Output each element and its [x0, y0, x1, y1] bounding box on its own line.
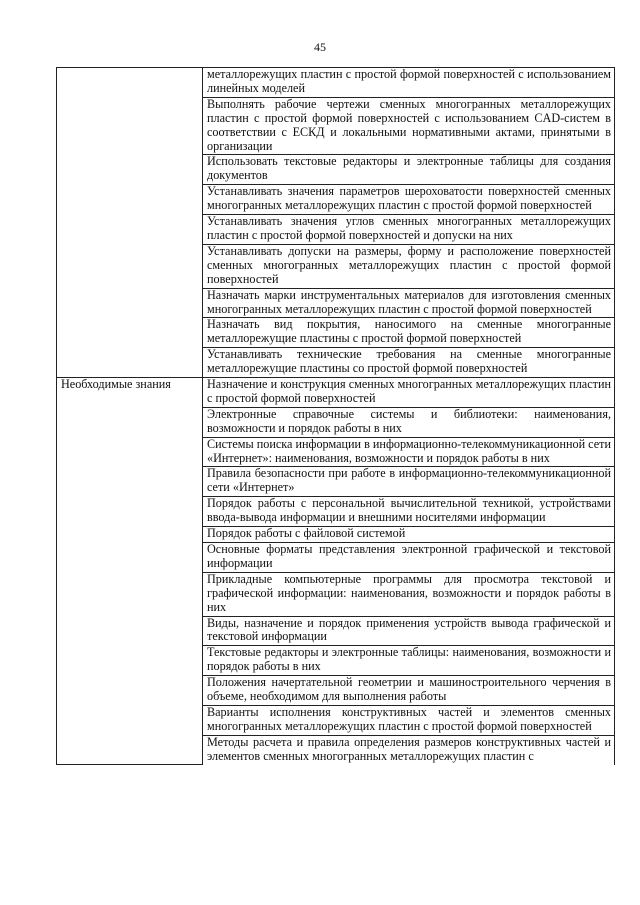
requirements-table — [56, 67, 615, 765]
skill-item: Устанавливать значения углов сменных многогранных металлорежущих пластин с простой формой поверхностей и допуски на них — [203, 215, 615, 245]
table-row — [57, 68, 615, 98]
skill-item: Выполнять рабочие чертежи сменных многогранных металлорежущих пластин с простой формой поверхностей с использованием CAD-систем в соответствии с ЕСКД и локальными нормативными актами, принятыми в организации — [203, 97, 615, 155]
skill-item: Устанавливать допуски на размеры, форму и расположение поверхностей сменных многогранных металлорежущих пластин с простой формой поверхностей — [203, 244, 615, 288]
knowledge-item: Порядок работы с файловой системой — [203, 527, 615, 543]
knowledge-section-label: Необходимые знания — [57, 378, 203, 765]
skill-item: Использовать текстовые редакторы и электронные таблицы для создания документов — [203, 155, 615, 185]
skill-item: Устанавливать технические требования на сменные многогранные металлорежущие пластины со простой формой поверхностей — [203, 348, 615, 378]
knowledge-item: Электронные справочные системы и библиотеки: наименования, возможности и порядок работы в них — [203, 407, 615, 437]
skill-item: Назначать марки инструментальных материалов для изготовления сменных многогранных металлорежущих пластин с простой формой поверхностей — [203, 288, 615, 318]
section-label-empty — [57, 68, 203, 378]
page-number: 45 — [314, 40, 326, 54]
table-row — [57, 378, 615, 408]
knowledge-item: Положения начертательной геометрии и машиностроительного черчения в объеме, необходимом для выполнения работы — [203, 676, 615, 706]
skill-item: металлорежущих пластин с простой формой поверхностей с использованием линейных моделей — [203, 68, 615, 98]
knowledge-item: Системы поиска информации в информационно-телекоммуникационной сети «Интернет»: наименования, возможности и порядок работы в них — [203, 437, 615, 467]
skill-item: Устанавливать значения параметров шероховатости поверхностей сменных многогранных металлорежущих пластин с простой формой поверхностей — [203, 185, 615, 215]
knowledge-item: Порядок работы с персональной вычислительной техникой, устройствами ввода-вывода информации и внешними носителями информации — [203, 497, 615, 527]
knowledge-item: Правила безопасности при работе в информационно-телекоммуникационной сети «Интернет» — [203, 467, 615, 497]
knowledge-item: Виды, назначение и порядок применения устройств вывода графической и текстовой информации — [203, 616, 615, 646]
knowledge-item: Назначение и конструкция сменных многогранных металлорежущих пластин с простой формой поверхностей — [203, 378, 615, 408]
knowledge-item: Текстовые редакторы и электронные таблицы: наименования, возможности и порядок работы в них — [203, 646, 615, 676]
skill-item: Назначать вид покрытия, наносимого на сменные многогранные металлорежущие пластины с простой формой поверхностей — [203, 318, 615, 348]
knowledge-item: Методы расчета и правила определения размеров конструктивных частей и элементов сменных многогранных металлорежущих пластин с — [203, 735, 615, 764]
knowledge-item: Варианты исполнения конструктивных частей и элементов сменных многогранных металлорежущих пластин с простой формой поверхностей — [203, 705, 615, 735]
knowledge-item: Прикладные компьютерные программы для просмотра текстовой и графической информации: наименования, возможности и порядок работы в них — [203, 572, 615, 616]
knowledge-item: Основные форматы представления электронной графической и текстовой информации — [203, 543, 615, 573]
